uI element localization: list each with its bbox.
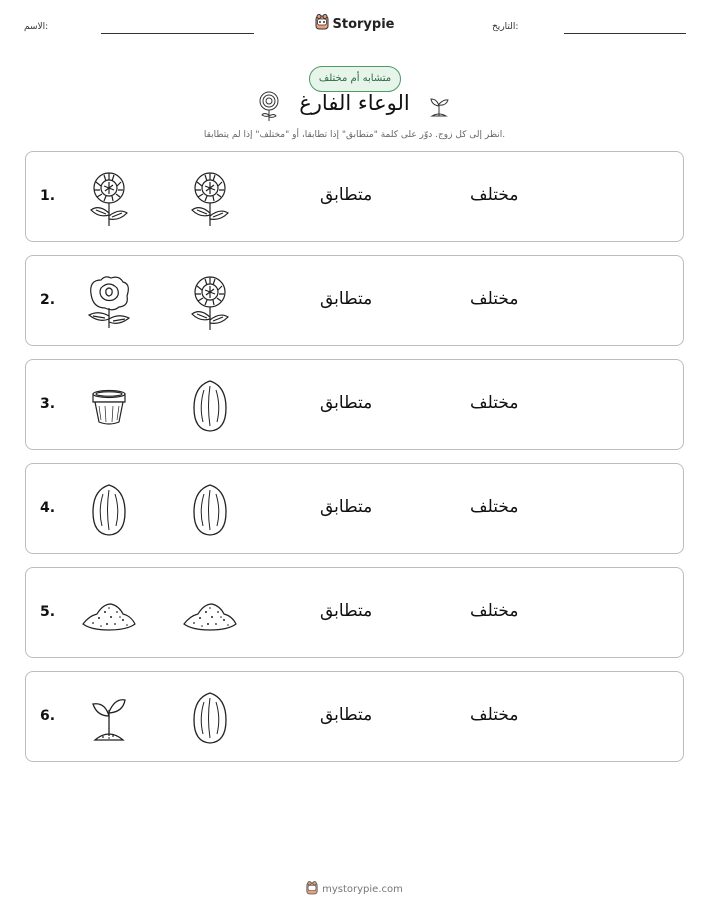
question-row: [25, 151, 684, 242]
sprout-icon: [79, 688, 139, 748]
same-option[interactable]: متطابق: [320, 185, 373, 205]
soil-icon: [79, 584, 139, 644]
question-row: [25, 671, 684, 762]
different-option[interactable]: مختلف: [470, 185, 519, 205]
soil-icon: [180, 584, 240, 644]
different-option[interactable]: مختلف: [470, 289, 519, 309]
different-option[interactable]: مختلف: [470, 393, 519, 413]
seed-icon: [180, 688, 240, 748]
question-number: 2.: [40, 292, 56, 308]
seed-icon: [180, 480, 240, 540]
sprout-icon: [428, 94, 450, 122]
different-option[interactable]: مختلف: [470, 497, 519, 517]
question-row: [25, 359, 684, 450]
same-option[interactable]: متطابق: [320, 393, 373, 413]
question-row: [25, 255, 684, 346]
flower-icon: [180, 168, 240, 228]
footer: [0, 880, 709, 899]
page-title: الوعاء الفارغ: [299, 91, 410, 115]
question-number: 4.: [40, 500, 56, 516]
question-row: [25, 567, 684, 658]
storypie-logo-icon: [306, 881, 318, 898]
category-badge: متشابه أم مختلف: [309, 66, 401, 92]
date-label: التاريخ:: [492, 22, 519, 32]
seed-icon: [79, 480, 139, 540]
question-number: 5.: [40, 604, 56, 620]
flower-icon: [79, 168, 139, 228]
brand-name: Storypie: [332, 16, 395, 32]
pot-icon: [79, 376, 139, 436]
storypie-logo-icon: [315, 14, 329, 34]
date-line[interactable]: [564, 33, 686, 34]
question-number: 6.: [40, 708, 56, 724]
same-option[interactable]: متطابق: [320, 289, 373, 309]
question-number: 3.: [40, 396, 56, 412]
instructions: انظر إلى كل زوج. دوّر على كلمة "متطابق" إذا تطابقا، أو "مختلف" إذا لم يتطابقا.: [203, 130, 506, 140]
flower-icon: [180, 272, 240, 332]
different-option[interactable]: مختلف: [470, 705, 519, 725]
peony-icon: [79, 272, 139, 332]
question-row: [25, 463, 684, 554]
different-option[interactable]: مختلف: [470, 601, 519, 621]
question-number: 1.: [40, 188, 56, 204]
name-label: الاسم:: [24, 22, 49, 32]
brand: [0, 14, 709, 34]
same-option[interactable]: متطابق: [320, 705, 373, 725]
seed-icon: [180, 376, 240, 436]
same-option[interactable]: متطابق: [320, 497, 373, 517]
footer-url[interactable]: mystorypie.com: [322, 884, 403, 895]
same-option[interactable]: متطابق: [320, 601, 373, 621]
